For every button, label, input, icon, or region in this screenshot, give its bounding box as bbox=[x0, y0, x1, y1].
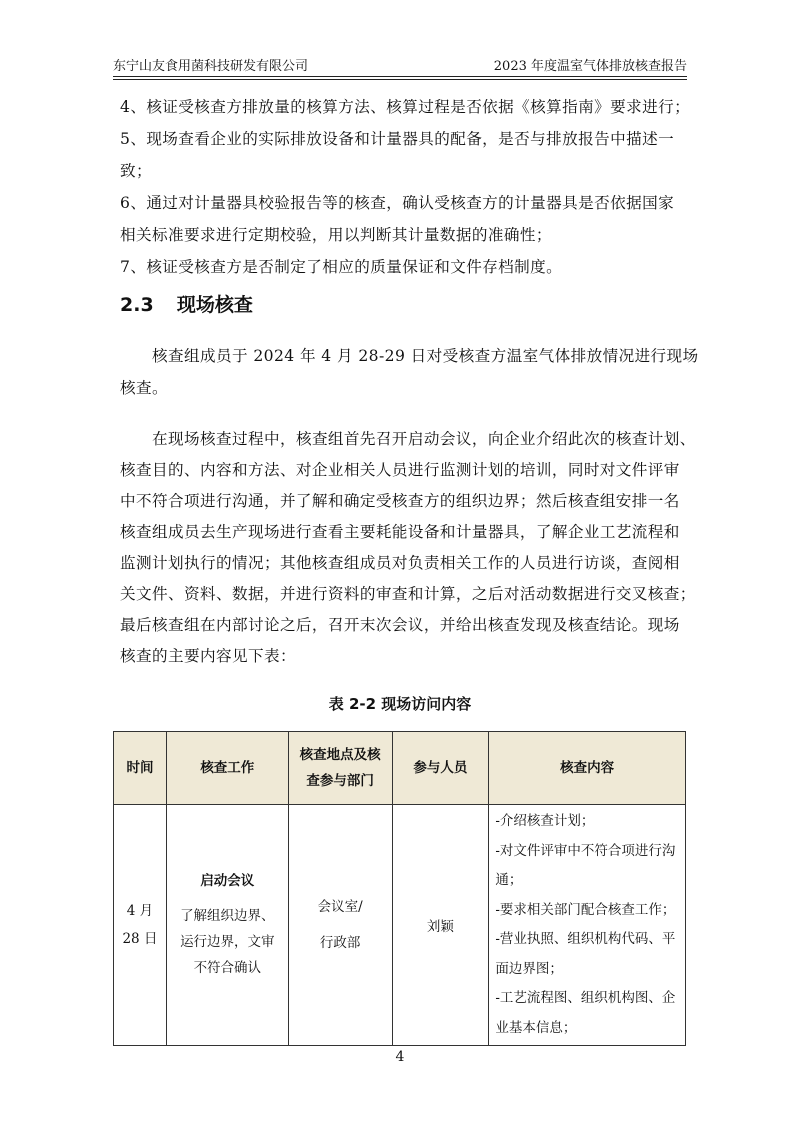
header-report-title: 2023 年度温室气体排放核查报告 bbox=[493, 59, 687, 74]
paragraph-line: 核查。 bbox=[120, 379, 168, 397]
header-company: 东宁山友食用菌科技研发有限公司 bbox=[113, 59, 309, 74]
header-place bbox=[288, 732, 392, 805]
paragraph-line: 监测计划执行的情况；其他核查组成员对负责相关工作的人员进行访谈，查阅相 bbox=[120, 554, 680, 572]
cell-time bbox=[114, 805, 167, 1046]
content-line: 面边界图； bbox=[495, 960, 563, 977]
header-people: 参与人员 bbox=[392, 732, 489, 805]
header-time: 时间 bbox=[114, 732, 167, 805]
table-row bbox=[114, 805, 686, 1046]
section-number: 2.3 bbox=[120, 294, 154, 316]
list-item-6-cont: 相关标准要求进行定期校验，用以判断其计量数据的准确性； bbox=[120, 226, 552, 244]
work-line2: 运行边界，文审 bbox=[180, 934, 275, 950]
header-rule bbox=[113, 76, 687, 77]
work-title: 启动会议 bbox=[200, 873, 255, 889]
paragraph-line: 核查的主要内容见下表： bbox=[120, 647, 296, 665]
content-line: -对文件评审中不符合项进行沟 bbox=[495, 842, 676, 859]
list-item-4: 4、核证受核查方排放量的核算方法、核算过程是否依据《核算指南》要求进行； bbox=[120, 98, 691, 116]
time-line1: 4 月 bbox=[126, 903, 154, 919]
paragraph-line: 核查组成员于 2024 年 4 月 28-29 日对受核查方温室气体排放情况进行现场 bbox=[152, 347, 699, 365]
cell-work bbox=[166, 805, 288, 1046]
header-content: 核查内容 bbox=[489, 732, 686, 805]
list-item-7: 7、核证受核查方是否制定了相应的质量保证和文件存档制度。 bbox=[120, 258, 563, 276]
list-item-5: 5、现场查看企业的实际排放设备和计量器具的配备，是否与排放报告中描述一 bbox=[120, 130, 675, 148]
paragraph-line: 在现场核查过程中，核查组首先召开启动会议，向企业介绍此次的核查计划、 bbox=[152, 430, 696, 448]
content-line: -要求相关部门配合核查工作； bbox=[495, 901, 676, 918]
paragraph-line: 核查目的、内容和方法、对企业相关人员进行监测计划的培训，同时对文件评审 bbox=[120, 461, 680, 479]
work-line3: 不符合确认 bbox=[193, 960, 262, 976]
page-header bbox=[113, 52, 687, 74]
cell-content bbox=[489, 805, 686, 1046]
paragraph-line: 中不符合项进行沟通，并了解和确定受核查方的组织边界；然后核查组安排一名 bbox=[120, 492, 680, 510]
list-item-5-cont: 致； bbox=[120, 162, 152, 180]
site-visit-table bbox=[113, 731, 686, 1046]
header-work: 核查工作 bbox=[166, 732, 288, 805]
section-heading bbox=[120, 290, 253, 317]
paragraph-line: 最后核查组在内部讨论之后，召开末次会议，并给出核查发现及核查结论。现场 bbox=[120, 616, 680, 634]
place-line2: 行政部 bbox=[319, 935, 361, 951]
list-item-6: 6、通过对计量器具校验报告等的核查，确认受核查方的计量器具是否依据国家 bbox=[120, 194, 675, 212]
place-line1: 会议室/ bbox=[317, 899, 363, 915]
table-header-row bbox=[114, 732, 686, 805]
header-rule-thin bbox=[113, 79, 687, 80]
cell-place bbox=[288, 805, 392, 1046]
work-line1: 了解组织边界、 bbox=[180, 908, 275, 924]
content-line: 通； bbox=[495, 872, 523, 888]
paragraph-line: 关文件、资料、数据，并进行资料的审查和计算，之后对活动数据进行交叉核查； bbox=[120, 585, 696, 603]
table-caption: 表 2-2 现场访问内容 bbox=[328, 695, 472, 713]
section-title: 现场核查 bbox=[176, 294, 253, 316]
content-line: -工艺流程图、组织机构图、企 bbox=[495, 990, 676, 1006]
header-place-line2: 查参与部门 bbox=[306, 773, 374, 789]
header-place-line1: 核查地点及核 bbox=[299, 747, 381, 763]
cell-people: 刘颖 bbox=[392, 805, 489, 1046]
page-number: 4 bbox=[395, 1049, 405, 1065]
paragraph-line: 核查组成员去生产现场进行查看主要耗能设备和计量器具，了解企业工艺流程和 bbox=[120, 523, 680, 541]
time-line2: 28 日 bbox=[122, 931, 158, 947]
content-line: -介绍核查计划； bbox=[495, 813, 595, 829]
content-line: -营业执照、组织机构代码、平 bbox=[495, 931, 676, 947]
content-line: 业基本信息； bbox=[495, 1019, 577, 1036]
